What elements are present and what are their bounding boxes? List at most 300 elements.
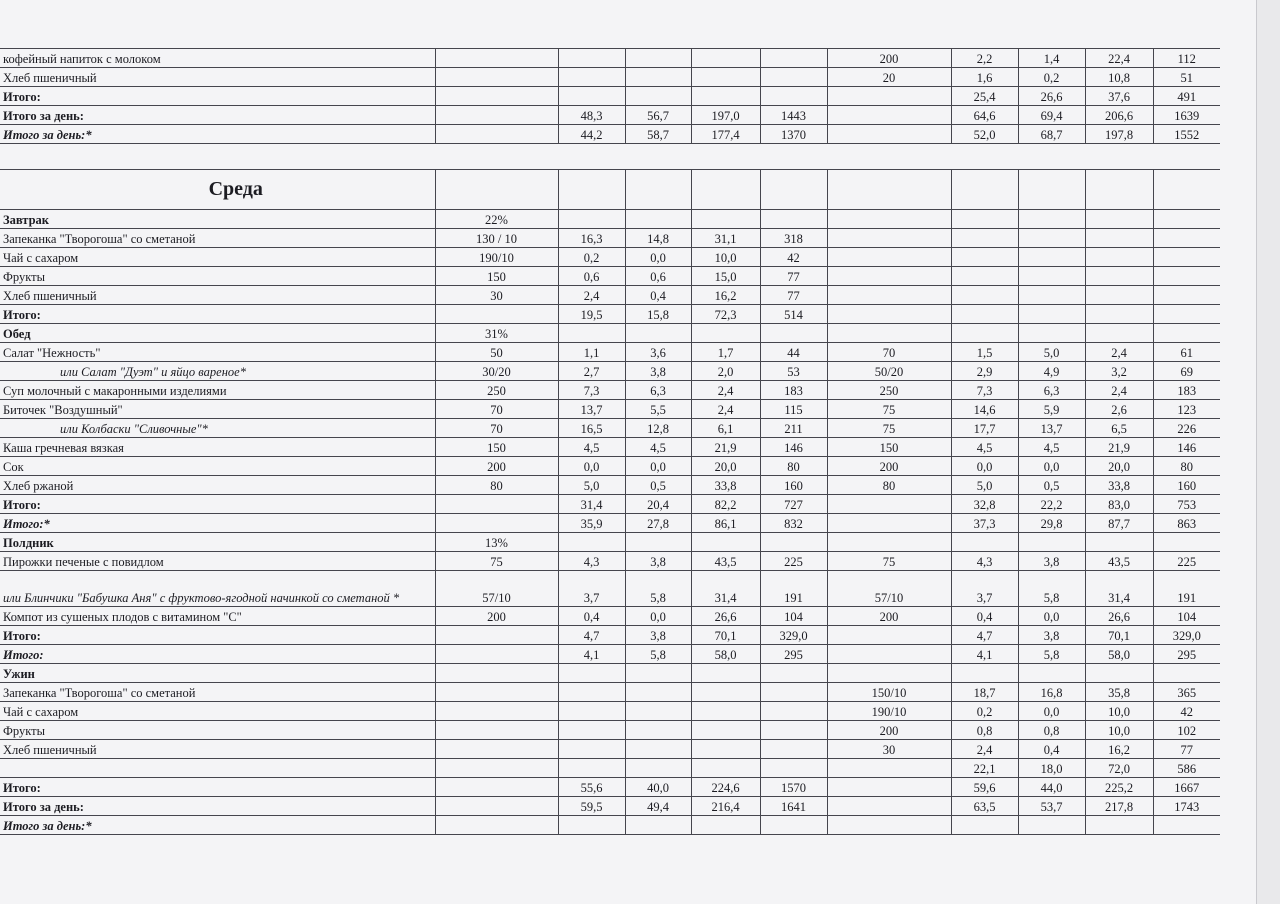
portion-cell: 30 — [435, 286, 558, 305]
protein-alt-cell: 0,2 — [951, 702, 1018, 721]
protein-alt-cell: 4,7 — [951, 626, 1018, 645]
protein-alt-cell — [951, 248, 1018, 267]
portion-alt-cell — [827, 626, 951, 645]
dish-cell: Полдник — [0, 533, 435, 552]
portion-cell — [435, 626, 558, 645]
portion-cell: 190/10 — [435, 248, 558, 267]
carbs-alt-cell — [1085, 324, 1153, 343]
portion-cell: 22% — [435, 210, 558, 229]
portion-cell — [435, 514, 558, 533]
portion-cell — [435, 816, 558, 835]
protein-alt-cell: 2,9 — [951, 362, 1018, 381]
carbs-cell — [691, 210, 760, 229]
portion-cell — [435, 87, 558, 106]
protein-alt-cell: 4,3 — [951, 552, 1018, 571]
protein-alt-cell — [951, 305, 1018, 324]
kcal-cell: 183 — [760, 381, 827, 400]
dish-cell: Завтрак — [0, 210, 435, 229]
fat-cell: 0,4 — [625, 286, 691, 305]
fat-cell: 0,0 — [625, 248, 691, 267]
kcal-alt-cell: 365 — [1153, 683, 1220, 702]
carbs-cell — [691, 664, 760, 683]
fat-alt-cell: 5,0 — [1018, 343, 1085, 362]
protein-alt-cell: 5,0 — [951, 476, 1018, 495]
portion-alt-cell — [827, 778, 951, 797]
day-header-row — [0, 170, 1220, 210]
carbs-alt-cell: 33,8 — [1085, 476, 1153, 495]
dish-cell: Итого: — [0, 778, 435, 797]
portion-alt-cell: 150/10 — [827, 683, 951, 702]
carbs-alt-cell: 20,0 — [1085, 457, 1153, 476]
kcal-cell — [760, 683, 827, 702]
carbs-cell — [691, 702, 760, 721]
fat-cell: 3,6 — [625, 343, 691, 362]
table-row — [0, 626, 1220, 645]
protein-alt-cell: 37,3 — [951, 514, 1018, 533]
fat-cell — [625, 49, 691, 68]
portion-cell: 80 — [435, 476, 558, 495]
table-row — [0, 683, 1220, 702]
spacer-row — [0, 144, 1220, 170]
dish-cell: Среда — [0, 170, 435, 210]
portion-cell: 70 — [435, 400, 558, 419]
protein-cell — [558, 533, 625, 552]
portion-alt-cell: 200 — [827, 607, 951, 626]
kcal-alt-cell: 80 — [1153, 457, 1220, 476]
fat-alt-cell: 4,5 — [1018, 438, 1085, 457]
table-row — [0, 514, 1220, 533]
kcal-alt-cell: 329,0 — [1153, 626, 1220, 645]
portion-cell — [435, 495, 558, 514]
menu-nutrition-table — [0, 48, 1220, 835]
carbs-cell: 216,4 — [691, 797, 760, 816]
portion-cell: 50 — [435, 343, 558, 362]
kcal-alt-cell — [1153, 170, 1220, 210]
portion-cell: 200 — [435, 607, 558, 626]
protein-alt-cell: 64,6 — [951, 106, 1018, 125]
fat-cell — [625, 170, 691, 210]
kcal-alt-cell: 295 — [1153, 645, 1220, 664]
kcal-cell — [760, 816, 827, 835]
kcal-cell: 77 — [760, 286, 827, 305]
fat-alt-cell: 6,3 — [1018, 381, 1085, 400]
carbs-cell — [691, 740, 760, 759]
carbs-cell: 82,2 — [691, 495, 760, 514]
table-row — [0, 210, 1220, 229]
dish-cell: Итого: — [0, 495, 435, 514]
kcal-alt-cell — [1153, 286, 1220, 305]
table-row — [0, 495, 1220, 514]
protein-cell — [558, 49, 625, 68]
dish-cell: Сок — [0, 457, 435, 476]
carbs-alt-cell: 197,8 — [1085, 125, 1153, 144]
kcal-cell: 160 — [760, 476, 827, 495]
fat-cell: 0,0 — [625, 607, 691, 626]
carbs-cell — [691, 68, 760, 87]
kcal-cell — [760, 324, 827, 343]
dish-cell: Хлеб пшеничный — [0, 68, 435, 87]
protein-cell: 13,7 — [558, 400, 625, 419]
carbs-cell: 31,1 — [691, 229, 760, 248]
fat-cell — [625, 87, 691, 106]
kcal-alt-cell: 586 — [1153, 759, 1220, 778]
protein-cell: 48,3 — [558, 106, 625, 125]
table-row — [0, 438, 1220, 457]
fat-cell: 0,5 — [625, 476, 691, 495]
fat-cell: 6,3 — [625, 381, 691, 400]
table-row — [0, 664, 1220, 683]
table-row — [0, 286, 1220, 305]
protein-alt-cell — [951, 664, 1018, 683]
fat-alt-cell — [1018, 286, 1085, 305]
fat-cell — [625, 683, 691, 702]
protein-alt-cell: 17,7 — [951, 419, 1018, 438]
portion-alt-cell — [827, 533, 951, 552]
portion-alt-cell: 190/10 — [827, 702, 951, 721]
fat-alt-cell — [1018, 305, 1085, 324]
protein-alt-cell: 59,6 — [951, 778, 1018, 797]
portion-alt-cell: 80 — [827, 476, 951, 495]
fat-alt-cell: 13,7 — [1018, 419, 1085, 438]
kcal-cell: 77 — [760, 267, 827, 286]
fat-alt-cell: 0,4 — [1018, 740, 1085, 759]
fat-cell: 15,8 — [625, 305, 691, 324]
carbs-cell: 15,0 — [691, 267, 760, 286]
table-row — [0, 552, 1220, 571]
portion-alt-cell: 30 — [827, 740, 951, 759]
portion-alt-cell — [827, 759, 951, 778]
portion-cell: 31% — [435, 324, 558, 343]
carbs-alt-cell: 43,5 — [1085, 552, 1153, 571]
kcal-cell: 1570 — [760, 778, 827, 797]
protein-alt-cell: 1,5 — [951, 343, 1018, 362]
kcal-alt-cell: 1552 — [1153, 125, 1220, 144]
kcal-cell: 191 — [760, 571, 827, 607]
table-row — [0, 797, 1220, 816]
fat-cell: 58,7 — [625, 125, 691, 144]
fat-cell — [625, 759, 691, 778]
portion-cell — [435, 170, 558, 210]
carbs-cell: 26,6 — [691, 607, 760, 626]
portion-alt-cell — [827, 125, 951, 144]
dish-cell: или Блинчики "Бабушка Аня" с фруктово-ягодной начинкой со сметаной * — [0, 571, 435, 607]
table-row — [0, 607, 1220, 626]
dish-cell: Чай с сахаром — [0, 248, 435, 267]
carbs-cell: 70,1 — [691, 626, 760, 645]
portion-alt-cell: 20 — [827, 68, 951, 87]
protein-cell: 3,7 — [558, 571, 625, 607]
kcal-alt-cell: 69 — [1153, 362, 1220, 381]
fat-cell: 4,5 — [625, 438, 691, 457]
protein-cell — [558, 68, 625, 87]
protein-cell: 19,5 — [558, 305, 625, 324]
portion-alt-cell — [827, 797, 951, 816]
kcal-alt-cell: 51 — [1153, 68, 1220, 87]
kcal-cell: 53 — [760, 362, 827, 381]
portion-alt-cell: 75 — [827, 400, 951, 419]
carbs-cell: 43,5 — [691, 552, 760, 571]
fat-cell: 14,8 — [625, 229, 691, 248]
fat-cell: 20,4 — [625, 495, 691, 514]
kcal-alt-cell: 1667 — [1153, 778, 1220, 797]
portion-cell: 250 — [435, 381, 558, 400]
table-row — [0, 645, 1220, 664]
protein-alt-cell: 1,6 — [951, 68, 1018, 87]
carbs-cell: 6,1 — [691, 419, 760, 438]
kcal-cell: 727 — [760, 495, 827, 514]
portion-alt-cell — [827, 664, 951, 683]
table-row — [0, 702, 1220, 721]
dish-cell: Запеканка "Творогоша" со сметаной — [0, 229, 435, 248]
fat-cell: 27,8 — [625, 514, 691, 533]
kcal-alt-cell — [1153, 664, 1220, 683]
protein-cell: 16,5 — [558, 419, 625, 438]
table-row — [0, 343, 1220, 362]
kcal-alt-cell: 102 — [1153, 721, 1220, 740]
carbs-cell: 58,0 — [691, 645, 760, 664]
portion-alt-cell: 70 — [827, 343, 951, 362]
kcal-cell: 211 — [760, 419, 827, 438]
carbs-cell — [691, 721, 760, 740]
portion-cell — [435, 125, 558, 144]
fat-cell — [625, 664, 691, 683]
portion-alt-cell — [827, 229, 951, 248]
carbs-alt-cell: 26,6 — [1085, 607, 1153, 626]
kcal-cell: 225 — [760, 552, 827, 571]
carbs-alt-cell: 206,6 — [1085, 106, 1153, 125]
dish-cell: Чай с сахаром — [0, 702, 435, 721]
table-row — [0, 571, 1220, 607]
dish-cell: Биточек "Воздушный" — [0, 400, 435, 419]
protein-cell — [558, 324, 625, 343]
carbs-cell: 72,3 — [691, 305, 760, 324]
carbs-alt-cell — [1085, 248, 1153, 267]
kcal-cell: 115 — [760, 400, 827, 419]
kcal-cell: 146 — [760, 438, 827, 457]
dish-cell: Итого: — [0, 645, 435, 664]
kcal-alt-cell: 61 — [1153, 343, 1220, 362]
kcal-alt-cell: 753 — [1153, 495, 1220, 514]
carbs-alt-cell: 10,0 — [1085, 702, 1153, 721]
protein-alt-cell: 0,8 — [951, 721, 1018, 740]
carbs-alt-cell: 225,2 — [1085, 778, 1153, 797]
kcal-cell: 44 — [760, 343, 827, 362]
fat-cell — [625, 816, 691, 835]
kcal-alt-cell — [1153, 533, 1220, 552]
carbs-alt-cell: 31,4 — [1085, 571, 1153, 607]
fat-cell: 12,8 — [625, 419, 691, 438]
table-row — [0, 106, 1220, 125]
kcal-cell: 1641 — [760, 797, 827, 816]
carbs-alt-cell: 83,0 — [1085, 495, 1153, 514]
carbs-alt-cell: 2,4 — [1085, 343, 1153, 362]
portion-cell — [435, 759, 558, 778]
portion-alt-cell: 250 — [827, 381, 951, 400]
fat-cell — [625, 721, 691, 740]
carbs-alt-cell: 58,0 — [1085, 645, 1153, 664]
table-row — [0, 87, 1220, 106]
kcal-cell — [760, 740, 827, 759]
carbs-alt-cell: 16,2 — [1085, 740, 1153, 759]
kcal-alt-cell: 191 — [1153, 571, 1220, 607]
carbs-cell — [691, 170, 760, 210]
carbs-alt-cell: 6,5 — [1085, 419, 1153, 438]
protein-alt-cell — [951, 210, 1018, 229]
fat-cell — [625, 702, 691, 721]
dish-cell: или Салат "Дуэт" и яйцо вареное* — [0, 362, 435, 381]
fat-cell: 3,8 — [625, 362, 691, 381]
kcal-cell — [760, 759, 827, 778]
fat-alt-cell: 69,4 — [1018, 106, 1085, 125]
fat-alt-cell: 3,8 — [1018, 552, 1085, 571]
kcal-alt-cell: 123 — [1153, 400, 1220, 419]
table-row — [0, 740, 1220, 759]
kcal-cell: 42 — [760, 248, 827, 267]
protein-alt-cell — [951, 170, 1018, 210]
fat-cell — [625, 324, 691, 343]
kcal-alt-cell — [1153, 816, 1220, 835]
carbs-alt-cell: 10,0 — [1085, 721, 1153, 740]
protein-alt-cell: 4,5 — [951, 438, 1018, 457]
protein-cell: 2,7 — [558, 362, 625, 381]
carbs-cell — [691, 759, 760, 778]
fat-alt-cell — [1018, 170, 1085, 210]
table-row — [0, 362, 1220, 381]
fat-cell — [625, 740, 691, 759]
protein-cell: 16,3 — [558, 229, 625, 248]
protein-alt-cell: 0,4 — [951, 607, 1018, 626]
portion-alt-cell — [827, 267, 951, 286]
carbs-alt-cell — [1085, 286, 1153, 305]
carbs-cell: 10,0 — [691, 248, 760, 267]
protein-cell: 0,4 — [558, 607, 625, 626]
fat-cell: 5,8 — [625, 645, 691, 664]
protein-alt-cell — [951, 324, 1018, 343]
portion-cell — [435, 683, 558, 702]
kcal-alt-cell: 77 — [1153, 740, 1220, 759]
fat-cell — [625, 210, 691, 229]
fat-alt-cell: 5,9 — [1018, 400, 1085, 419]
protein-alt-cell: 14,6 — [951, 400, 1018, 419]
kcal-cell: 295 — [760, 645, 827, 664]
dish-cell: Итого за день:* — [0, 816, 435, 835]
protein-alt-cell: 3,7 — [951, 571, 1018, 607]
dish-cell: или Колбаски "Сливочные"* — [0, 419, 435, 438]
protein-alt-cell: 7,3 — [951, 381, 1018, 400]
table-row — [0, 778, 1220, 797]
portion-cell — [435, 721, 558, 740]
portion-alt-cell — [827, 87, 951, 106]
portion-cell: 13% — [435, 533, 558, 552]
protein-cell: 1,1 — [558, 343, 625, 362]
kcal-alt-cell: 42 — [1153, 702, 1220, 721]
fat-cell: 49,4 — [625, 797, 691, 816]
protein-alt-cell — [951, 229, 1018, 248]
dish-cell: Компот из сушеных плодов с витамином "С" — [0, 607, 435, 626]
carbs-cell: 224,6 — [691, 778, 760, 797]
carbs-alt-cell: 10,8 — [1085, 68, 1153, 87]
protein-cell — [558, 170, 625, 210]
carbs-cell: 20,0 — [691, 457, 760, 476]
fat-alt-cell — [1018, 267, 1085, 286]
kcal-cell — [760, 664, 827, 683]
kcal-alt-cell: 183 — [1153, 381, 1220, 400]
protein-cell: 2,4 — [558, 286, 625, 305]
carbs-cell: 16,2 — [691, 286, 760, 305]
carbs-cell — [691, 683, 760, 702]
dish-cell: Хлеб пшеничный — [0, 740, 435, 759]
portion-alt-cell — [827, 286, 951, 305]
fat-alt-cell — [1018, 664, 1085, 683]
carbs-alt-cell: 70,1 — [1085, 626, 1153, 645]
carbs-alt-cell: 2,6 — [1085, 400, 1153, 419]
dish-cell: Пирожки печеные с повидлом — [0, 552, 435, 571]
dish-cell: Фрукты — [0, 721, 435, 740]
kcal-alt-cell — [1153, 305, 1220, 324]
portion-alt-cell — [827, 210, 951, 229]
kcal-cell — [760, 721, 827, 740]
table-row — [0, 305, 1220, 324]
kcal-alt-cell: 160 — [1153, 476, 1220, 495]
carbs-cell: 197,0 — [691, 106, 760, 125]
portion-cell: 130 / 10 — [435, 229, 558, 248]
table-row — [0, 816, 1220, 835]
carbs-alt-cell: 22,4 — [1085, 49, 1153, 68]
table-row — [0, 476, 1220, 495]
fat-alt-cell: 0,0 — [1018, 702, 1085, 721]
protein-cell: 0,0 — [558, 457, 625, 476]
portion-cell — [435, 305, 558, 324]
dish-cell: Обед — [0, 324, 435, 343]
dish-cell: Хлеб ржаной — [0, 476, 435, 495]
protein-cell: 4,3 — [558, 552, 625, 571]
kcal-cell — [760, 210, 827, 229]
kcal-cell: 318 — [760, 229, 827, 248]
fat-alt-cell: 0,0 — [1018, 457, 1085, 476]
portion-cell: 57/10 — [435, 571, 558, 607]
fat-cell: 0,0 — [625, 457, 691, 476]
protein-alt-cell: 2,2 — [951, 49, 1018, 68]
carbs-cell — [691, 49, 760, 68]
dish-cell: Ужин — [0, 664, 435, 683]
protein-cell — [558, 702, 625, 721]
kcal-alt-cell: 863 — [1153, 514, 1220, 533]
table-row — [0, 49, 1220, 68]
fat-cell: 3,8 — [625, 626, 691, 645]
fat-alt-cell — [1018, 229, 1085, 248]
portion-alt-cell — [827, 170, 951, 210]
protein-alt-cell: 63,5 — [951, 797, 1018, 816]
protein-cell: 35,9 — [558, 514, 625, 533]
protein-cell — [558, 210, 625, 229]
portion-alt-cell: 57/10 — [827, 571, 951, 607]
protein-alt-cell: 18,7 — [951, 683, 1018, 702]
fat-cell: 56,7 — [625, 106, 691, 125]
dish-cell: Итого: — [0, 87, 435, 106]
protein-cell — [558, 759, 625, 778]
fat-alt-cell: 53,7 — [1018, 797, 1085, 816]
portion-alt-cell: 200 — [827, 457, 951, 476]
carbs-cell — [691, 816, 760, 835]
dish-cell: Итого за день: — [0, 106, 435, 125]
dish-cell: Суп молочный с макаронными изделиями — [0, 381, 435, 400]
portion-cell — [435, 664, 558, 683]
protein-cell — [558, 740, 625, 759]
fat-cell — [625, 68, 691, 87]
fat-alt-cell — [1018, 248, 1085, 267]
fat-alt-cell: 5,8 — [1018, 645, 1085, 664]
kcal-alt-cell — [1153, 324, 1220, 343]
